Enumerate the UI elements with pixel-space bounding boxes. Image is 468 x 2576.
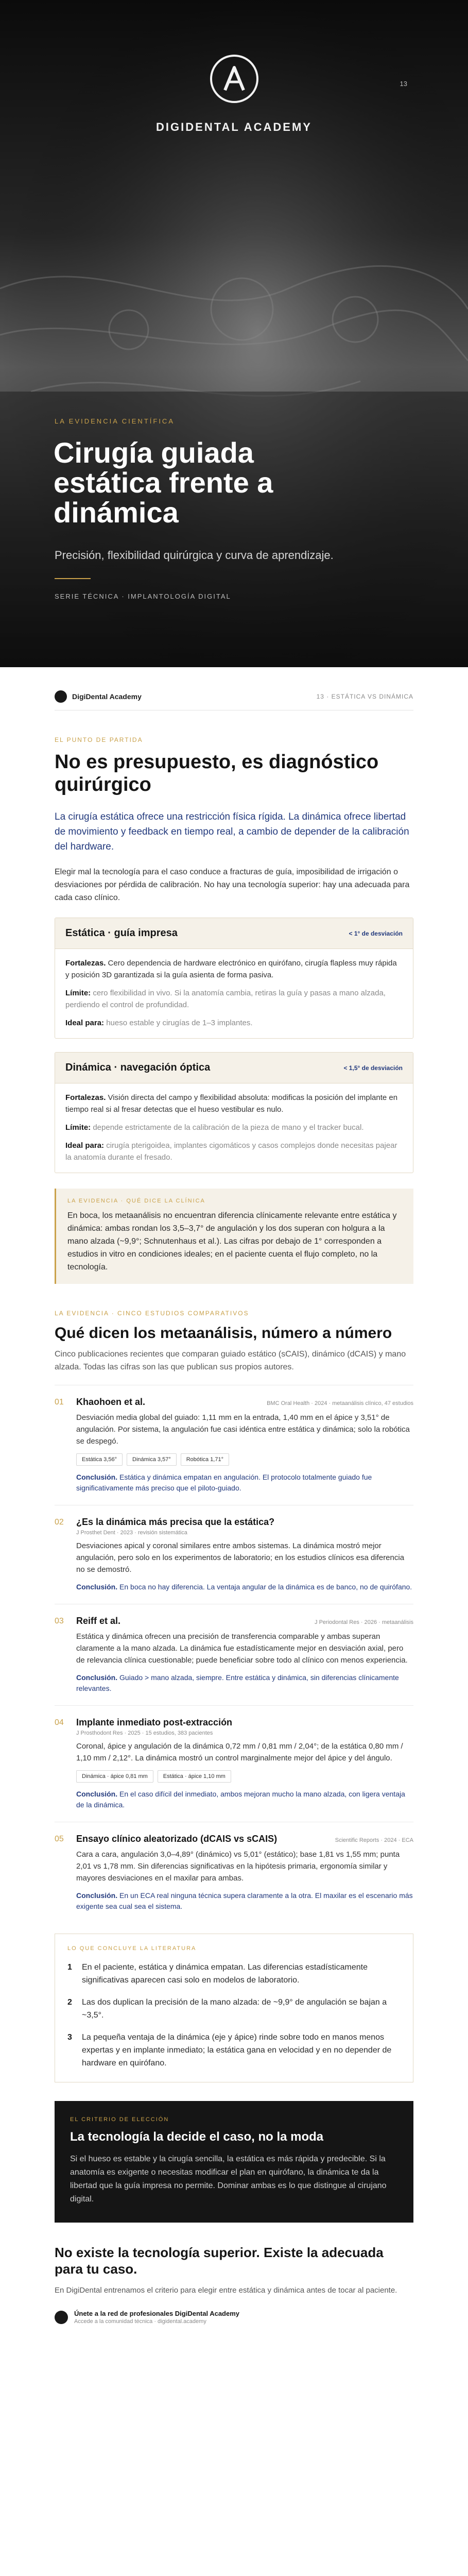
study-number: 05 <box>55 1835 64 1843</box>
conclusion-text: Estática y dinámica empatan en angulación. El protocolo totalmente guiado fue significativamente más preciso que el piloto-guiado. <box>76 1473 372 1492</box>
study-source: Scientific Reports · 2024 · ECA <box>335 1837 413 1843</box>
study-conclusion <box>76 1890 413 1912</box>
study-text: Desviaciones apical y coronal similares entre ambos sistemas. La dinámica mostró mejor angulación, pero solo en los experimentos de laboratorio; en los estudios clínicos esa diferencia no se demostró. <box>76 1541 405 1574</box>
study-conclusion <box>76 1582 413 1592</box>
footer-sub: Accede a la comunidad técnica · digidental.academy <box>74 2318 206 2325</box>
study-item <box>55 1705 413 1822</box>
study-title: ¿Es la dinámica más precisa que la estática? <box>76 1517 275 1527</box>
intro-body: Elegir mal la tecnología para el caso conduce a fracturas de guía, imposibilidad de irrigación o desviaciones por pérdida de calibración. No hay una tecnología superior: hay una adecuada para cada caso clínico. <box>55 868 410 902</box>
value-chip: Robótica 1,71° <box>181 1453 229 1466</box>
card-body <box>55 949 413 1038</box>
meta-intro: Cinco publicaciones recientes que comparan guiado estático (sCAIS), dinámico (dCAIS) y mano alzada. Todas las cifras son las que publican sus propios autores. <box>55 1350 406 1371</box>
header-brand: DigiDental Academy <box>72 692 142 701</box>
study-number: 01 <box>55 1398 64 1406</box>
conclusion-text: Guiado > mano alzada, siempre. Entre estática y dinámica, sin diferencias clínicamente relevantes. <box>76 1673 399 1692</box>
strength-text: Cero dependencia de hardware electrónico en quirófano, cirugía flapless muy rápida y posición 3D garantizada si la guía asienta de forma pasiva. <box>65 959 397 979</box>
card-title: Estática · guía impresa <box>65 927 178 939</box>
conclusion-item <box>67 1961 401 1987</box>
study-conclusion <box>76 1472 413 1494</box>
study-title: Khaohoen et al. <box>76 1397 146 1407</box>
conclusion-number: 2 <box>67 1998 72 2007</box>
hero-brand: DIGIDENTAL ACADEMY <box>156 121 312 133</box>
study-conclusion <box>76 1672 413 1694</box>
conclusion-number: 1 <box>67 1963 72 1972</box>
study-content <box>76 1834 413 1912</box>
study-source: BMC Oral Health · 2024 · metaanálisis clínico, 47 estudios <box>267 1400 413 1406</box>
header-section-label: 13 · ESTÁTICA VS DINÁMICA <box>316 693 413 700</box>
conclusion-text: En el paciente, estática y dinámica empatan. Las diferencias estadísticamente significativas aparecen casi solo en modelos de laboratorio. <box>82 1963 368 1985</box>
static-guide-card <box>55 918 413 1039</box>
hero-subtitle: Precisión, flexibilidad quirúrgica y curva de aprendizaje. <box>55 549 334 562</box>
study-source: J Prosthodont Res · 2025 · 15 estudios, 383 pacientes <box>76 1730 213 1736</box>
ideal-text: cirugía pterigoidea, implantes cigomáticos y casos complejos donde necesitas pajear la anatomía durante el fresado. <box>65 1141 397 1162</box>
strength-text: Visión directa del campo y flexibilidad absoluta: modificas la posición del implante en tiempo real si al fresar detectas que el hueso vestibular es nulo. <box>65 1093 398 1114</box>
card-strength <box>65 1092 403 1115</box>
card-title: Dinámica · navegación óptica <box>65 1062 211 1073</box>
study-content <box>76 1517 413 1592</box>
study-item <box>55 1604 413 1705</box>
deviation-badge: < 1,5° de desviación <box>343 1064 403 1072</box>
hero-divider <box>55 578 91 579</box>
intro-lead: La cirugía estática ofrece una restricción física rígida. La dinámica ofrece libertad de movimiento y feedback en tiempo real, a cambio de depender de la calibración del hardware. <box>55 811 409 852</box>
hero-title: Cirugía guiada estática frente a dinámica <box>54 436 273 529</box>
conclusion-label: Conclusión. <box>76 1473 118 1481</box>
study-title: Implante inmediato post-extracción <box>76 1717 233 1727</box>
studies-list <box>55 1385 413 1923</box>
study-content <box>76 1717 413 1810</box>
card-header <box>55 918 413 949</box>
study-content <box>76 1616 413 1694</box>
study-header <box>76 1517 413 1528</box>
study-title: Ensayo clínico aleatorizado (dCAIS vs sCAIS) <box>76 1834 278 1844</box>
ideal-label: Ideal para: <box>65 1141 105 1150</box>
deviation-badge: < 1° de desviación <box>349 929 403 937</box>
value-chip: Dinámica · ápice 0,81 mm <box>76 1770 153 1783</box>
conclusion-label: Conclusión. <box>76 1673 118 1682</box>
intro-title: No es presupuesto, es diagnóstico quirúrgico <box>55 751 379 795</box>
conclusion-label: Conclusión. <box>76 1891 118 1900</box>
study-header <box>76 1616 413 1626</box>
study-number: 03 <box>55 1617 64 1625</box>
footer-logo-icon <box>55 2311 68 2324</box>
study-title: Reiff et al. <box>76 1616 121 1626</box>
value-chip: Estática 3,56° <box>76 1453 123 1466</box>
footer-text-group <box>74 2310 239 2325</box>
hero-serie: SERIE TÉCNICA · IMPLANTOLOGÍA DIGITAL <box>55 592 231 600</box>
study-item <box>55 1505 413 1604</box>
card-limit <box>65 987 403 1011</box>
evidence-callout <box>55 1189 413 1284</box>
conclusion-text: En un ECA real ninguna técnica supera claramente a la otra. El maxilar es el escenario más exigente sea cual sea el sistema. <box>76 1891 413 1910</box>
study-item <box>55 1822 413 1923</box>
criterion-eyebrow: EL CRITERIO DE ELECCIÓN <box>70 2116 169 2123</box>
criterion-title: La tecnología la decide el caso, no la moda <box>70 2130 324 2144</box>
criterion-text: Si el hueso es estable y la cirugía sencilla, la estática es más rápida y predecible. Si la anatomía es exigente o necesitas modificar el plan en quirófano, la dinámica te da la libertad que la guía impresa no permite. Dominar ambas es lo que distingue al cirujano digital. <box>70 2155 387 2204</box>
study-number: 02 <box>55 1518 64 1527</box>
study-number: 04 <box>55 1718 64 1727</box>
hero-eyebrow: LA EVIDENCIA CIENTÍFICA <box>55 417 175 425</box>
value-chip: Estática · ápice 1,10 mm <box>158 1770 231 1783</box>
intro-eyebrow: EL PUNTO DE PARTIDA <box>55 736 143 743</box>
conclusion-text: En boca no hay diferencia. La ventaja angular de la dinámica es de banco, no de quirófano. <box>119 1583 412 1591</box>
value-chip: Dinámica 3,57° <box>127 1453 177 1466</box>
literature-conclusions <box>55 1934 413 2082</box>
limit-label: Límite: <box>65 989 91 997</box>
study-conclusion <box>76 1789 413 1810</box>
card-header <box>55 1053 413 1083</box>
conclusion-number: 3 <box>67 2033 72 2042</box>
limit-label: Límite: <box>65 1123 91 1132</box>
callout-text: En boca, los metaanálisis no encuentran diferencia clínicamente relevante entre estática y dinámica: ambas rondan los 3,5–3,7° de angulación y los dos superan con holgura a la mano alzada (~9,9°; Schnutenhaus et al.). Las cifras por debajo de 1° corresponden a estudios in vitro en condiciones ideales; en el paciente cuenta el flujo completo, no la tecnología. <box>67 1211 397 1272</box>
footer <box>55 2310 413 2325</box>
study-text: Coronal, ápice y angulación de la dinámica 0,72 mm / 0,81 mm / 2,04°; de la estática 0,80 mm / 1,10 mm / 2,12°. La dinámica mostró un control marginalmente mejor del ápice y del ángulo. <box>76 1742 403 1762</box>
final-title: No existe la tecnología superior. Existe la adecuada para tu caso. <box>55 2245 384 2277</box>
conclusions-eyebrow: LO QUE CONCLUYE LA LITERATURA <box>67 1945 197 1952</box>
hero <box>0 0 468 667</box>
header-brand-group <box>55 690 142 703</box>
study-content <box>76 1397 413 1494</box>
study-text: Estática y dinámica ofrecen una precisión de transferencia comparable y ambas superan claramente a la mano alzada. La dinámica fue estadísticamente mejor en desviación axial, pero de relevancia clínica cuestionable; puede beneficiar sobre todo al clínico con menos experiencia. <box>76 1632 408 1665</box>
final-text: En DigiDental entrenamos el criterio para elegir entre estática y dinámica antes de tocar al paciente. <box>55 2286 397 2295</box>
page-number: 13 <box>400 80 407 88</box>
limit-text: depende estrictamente de la calibración de la pieza de mano y el tracker bucal. <box>93 1123 364 1132</box>
study-text: Desviación media global del guiado: 1,11 mm en la entrada, 1,40 mm en el ápice y 3,51° de angulación. Por sistema, la angulación fue casi idéntica entre estática y dinámica; solo la robótica se despegó. <box>76 1413 410 1446</box>
conclusion-label: Conclusión. <box>76 1583 118 1591</box>
card-ideal <box>65 1017 403 1029</box>
conclusion-label: Conclusión. <box>76 1790 118 1798</box>
study-source: J Prosthet Dent · 2023 · revisión sistemática <box>76 1530 187 1536</box>
study-header <box>76 1717 413 1728</box>
study-chips <box>76 1453 413 1466</box>
callout-eyebrow: LA EVIDENCIA · QUÉ DICE LA CLÍNICA <box>67 1198 205 1204</box>
meta-title: Qué dicen los metaanálisis, número a número <box>55 1325 392 1342</box>
logo-icon <box>210 54 259 104</box>
brand-logo-icon <box>55 690 67 703</box>
limit-text: cero flexibilidad in vivo. Si la anatomía cambia, retiras la guía y pasas a mano alzada, perdiendo el control de profundidad. <box>65 989 386 1009</box>
study-source: J Periodontal Res · 2026 · metaanálisis <box>315 1619 413 1625</box>
study-item <box>55 1385 413 1505</box>
study-header <box>76 1397 413 1408</box>
strength-label: Fortalezas. <box>65 1093 106 1102</box>
card-strength <box>65 957 403 981</box>
card-body <box>55 1083 413 1173</box>
footer-main-link[interactable]: Únete a la red de profesionales DigiDental Academy <box>74 2310 240 2317</box>
conclusion-text: Las dos duplican la precisión de la mano alzada: de ~9,9° de angulación se bajan a ~3,5°. <box>82 1998 387 2020</box>
card-ideal <box>65 1140 403 1163</box>
conclusion-text: En el caso difícil del inmediato, ambos mejoran mucho la mano alzada, con ligera ventaja de la dinámica. <box>76 1790 405 1809</box>
conclusion-item <box>67 1996 401 2022</box>
ideal-label: Ideal para: <box>65 1019 105 1027</box>
conclusion-item <box>67 2031 401 2070</box>
card-limit <box>65 1122 403 1133</box>
page-header <box>55 690 413 710</box>
strength-label: Fortalezas. <box>65 959 106 968</box>
study-chips <box>76 1770 413 1783</box>
content <box>55 690 413 2325</box>
study-text: Cara a cara, angulación 3,0–4,89° (dinámico) vs 5,01° (estático); base 1,81 vs 1,55 mm; punta 2,01 vs 1,78 mm. Sin diferencias significativas en la hipótesis primaria, ergonomía similar y mayores desviaciones en el maxilar para ambas. <box>76 1850 400 1883</box>
criterion-box <box>55 2101 413 2223</box>
hero-logo <box>0 54 468 134</box>
dynamic-navigation-card <box>55 1052 413 1173</box>
ideal-text: hueso estable y cirugías de 1–3 implantes. <box>106 1019 253 1027</box>
conclusion-text: La pequeña ventaja de la dinámica (eje y ápice) rinde sobre todo en manos menos expertas y en implante inmediato; la estática gana en velocidad y en no depender de hardware en quirófano. <box>82 2033 392 2067</box>
study-header <box>76 1834 413 1844</box>
meta-eyebrow: LA EVIDENCIA · CINCO ESTUDIOS COMPARATIVOS <box>55 1310 249 1317</box>
